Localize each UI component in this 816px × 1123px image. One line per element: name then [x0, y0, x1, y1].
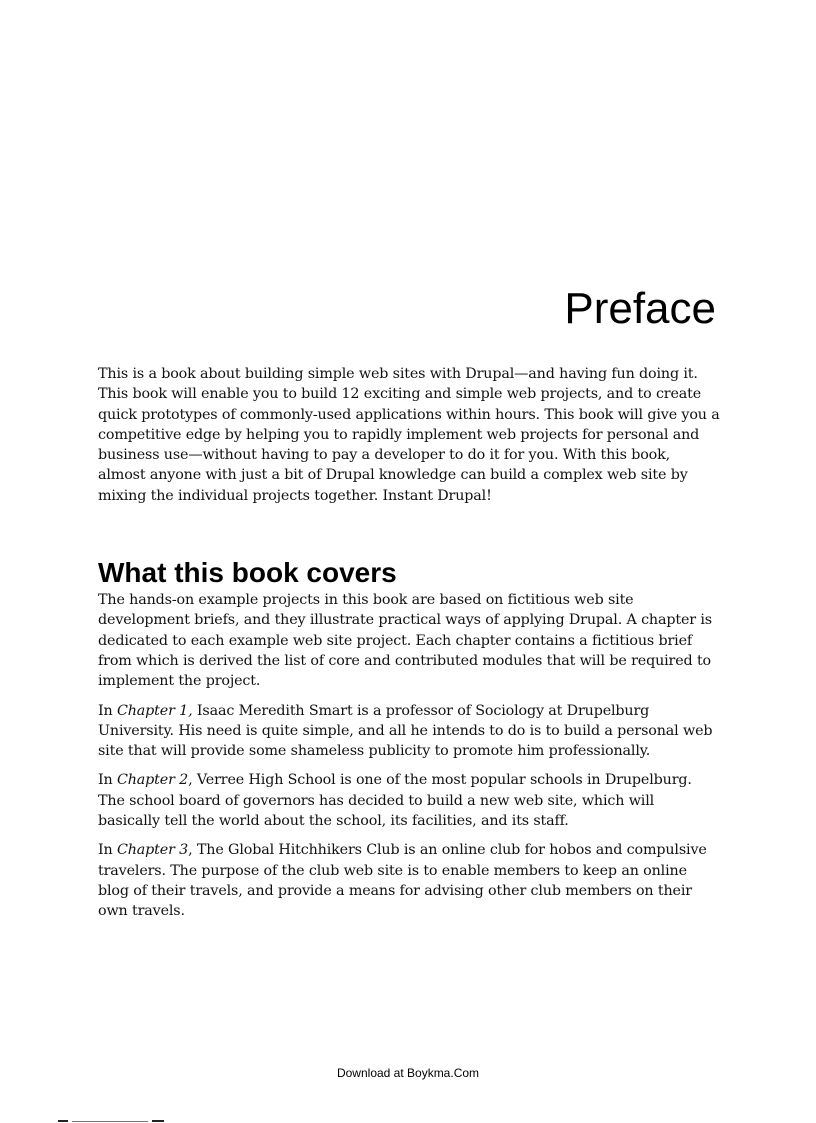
page-edge-mark [72, 1121, 148, 1122]
page-edge-mark [152, 1120, 164, 1122]
chapter-reference: Chapter 3 [116, 842, 189, 859]
page-content [98, 364, 720, 922]
paragraph-lead: In [98, 842, 117, 859]
page-edge-mark [58, 1120, 68, 1122]
paragraph-lead: In [98, 702, 117, 719]
section-paragraph-chapter-3 [98, 840, 720, 921]
paragraph-body: , The Global Hitchhikers Club is an online club for hobos and compulsive travelers. The purpose of the club web site is to enable members to keep an online blog of their travels, and provide a means for advising other club members on their own travels. [98, 842, 707, 920]
paragraph-body: , Verree High School is one of the most popular schools in Drupelburg. The school board of governors has decided to build a new web site, which will basically tell the world about the school, its facilities, and its staff. [98, 772, 692, 830]
section-paragraph-overview: The hands-on example projects in this book are based on fictitious web site development briefs, and they illustrate practical ways of applying Drupal. A chapter is dedicated to each example web site project. Each chapter contains a fictitious brief from which is derived the list of core and contributed modules that will be required to implement the project. [98, 592, 712, 690]
chapter-reference: Chapter 2 [116, 772, 189, 789]
paragraph-lead: In [98, 772, 117, 789]
section-paragraph-chapter-1 [98, 701, 720, 762]
chapter-title: Preface [564, 284, 716, 333]
footer-watermark: Download at Boykma.Com [336, 1066, 480, 1080]
intro-paragraph: This is a book about building simple web sites with Drupal—and having fun doing it. This book will enable you to build 12 exciting and simple web projects, and to create quick prototypes of commonly-used applications within hours. This book will give you a competitive edge by helping you to rapidly implement web projects for personal and business use—without having to pay a developer to do it for you. With this book, almost anyone with just a bit of Drupal knowledge can build a complex web site by mixing the individual projects together. Instant Drupal! [98, 366, 720, 504]
section-paragraph-chapter-2 [98, 770, 720, 831]
section-heading: What this book covers [98, 557, 397, 589]
chapter-reference: Chapter 1, [116, 702, 193, 719]
paragraph-body: Isaac Meredith Smart is a professor of Sociology at Drupelburg University. His need is quite simple, and all he intends to do is to build a personal web site that will provide some shameless publicity to promote him professionally. [98, 702, 713, 760]
